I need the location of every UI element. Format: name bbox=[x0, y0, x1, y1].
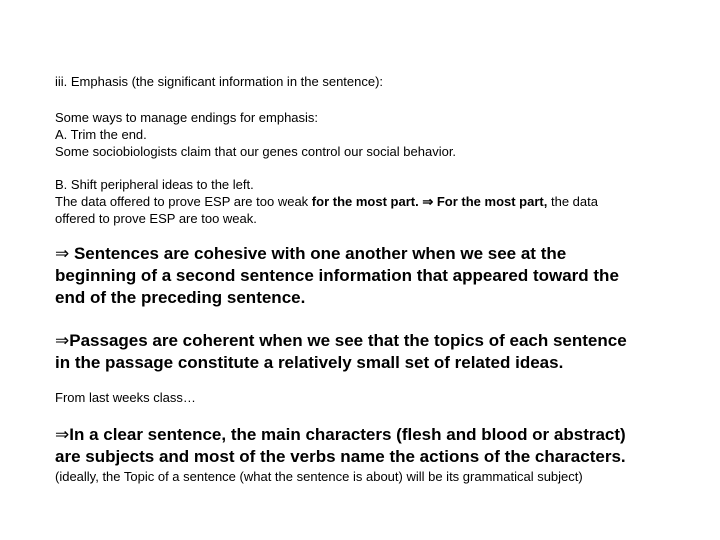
trim-label: A. Trim the end. bbox=[55, 127, 147, 142]
shift-example-line-1 bbox=[55, 193, 598, 210]
shift-label: B. Shift peripheral ideas to the left. bbox=[55, 177, 254, 192]
cohesion-line-1-text: Sentences are cohesive with one another when we see at the bbox=[69, 244, 567, 263]
right-arrow-icon: ⇒ bbox=[55, 331, 70, 350]
clarity-note: (ideally, the Topic of a sentence (what the sentence is about) will be its grammatical subject) bbox=[55, 469, 583, 484]
cohesion-line-3: end of the preceding sentence. bbox=[55, 288, 306, 307]
coherence-line-1-text: Passages are coherent when we see that the topics of each sentence bbox=[69, 331, 627, 350]
right-arrow-icon: ⇒ bbox=[55, 244, 70, 263]
coherence-line-2: in the passage constitute a relatively small set of related ideas. bbox=[55, 353, 564, 372]
endings-section bbox=[55, 109, 456, 160]
shift-section bbox=[55, 176, 598, 227]
coherence-line-1 bbox=[55, 330, 627, 352]
clarity-line-1 bbox=[55, 424, 626, 446]
coherence-statement bbox=[55, 330, 627, 374]
clarity-line-2: are subjects and most of the verbs name the actions of the characters. bbox=[55, 447, 626, 466]
trim-example: Some sociobiologists claim that our genes control our social behavior. bbox=[55, 144, 457, 159]
emphasis-heading-text: iii. Emphasis (the significant information in the sentence): bbox=[55, 74, 384, 89]
cohesion-line-1 bbox=[55, 243, 619, 265]
shift-line1-bold-1: for the most part. bbox=[311, 194, 419, 209]
shift-example-line-2: offered to prove ESP are too weak. bbox=[55, 211, 257, 226]
slide-content bbox=[55, 0, 705, 540]
clarity-statement bbox=[55, 424, 626, 485]
cohesion-statement bbox=[55, 243, 619, 309]
right-arrow-icon: ⇒ bbox=[422, 194, 434, 209]
shift-line1-start: The data offered to prove ESP are too weak bbox=[55, 194, 312, 209]
last-week-note bbox=[55, 389, 196, 406]
shift-line1-bold-2: For the most part, bbox=[433, 194, 548, 209]
endings-intro: Some ways to manage endings for emphasis: bbox=[55, 110, 319, 125]
last-week-text: From last weeks class… bbox=[55, 390, 196, 405]
cohesion-line-2: beginning of a second sentence information that appeared toward the bbox=[55, 266, 619, 285]
shift-line1-end: the data bbox=[547, 194, 598, 209]
clarity-line-1-text: In a clear sentence, the main characters (flesh and blood or abstract) bbox=[69, 425, 626, 444]
right-arrow-icon: ⇒ bbox=[55, 425, 70, 444]
emphasis-heading bbox=[55, 73, 383, 90]
